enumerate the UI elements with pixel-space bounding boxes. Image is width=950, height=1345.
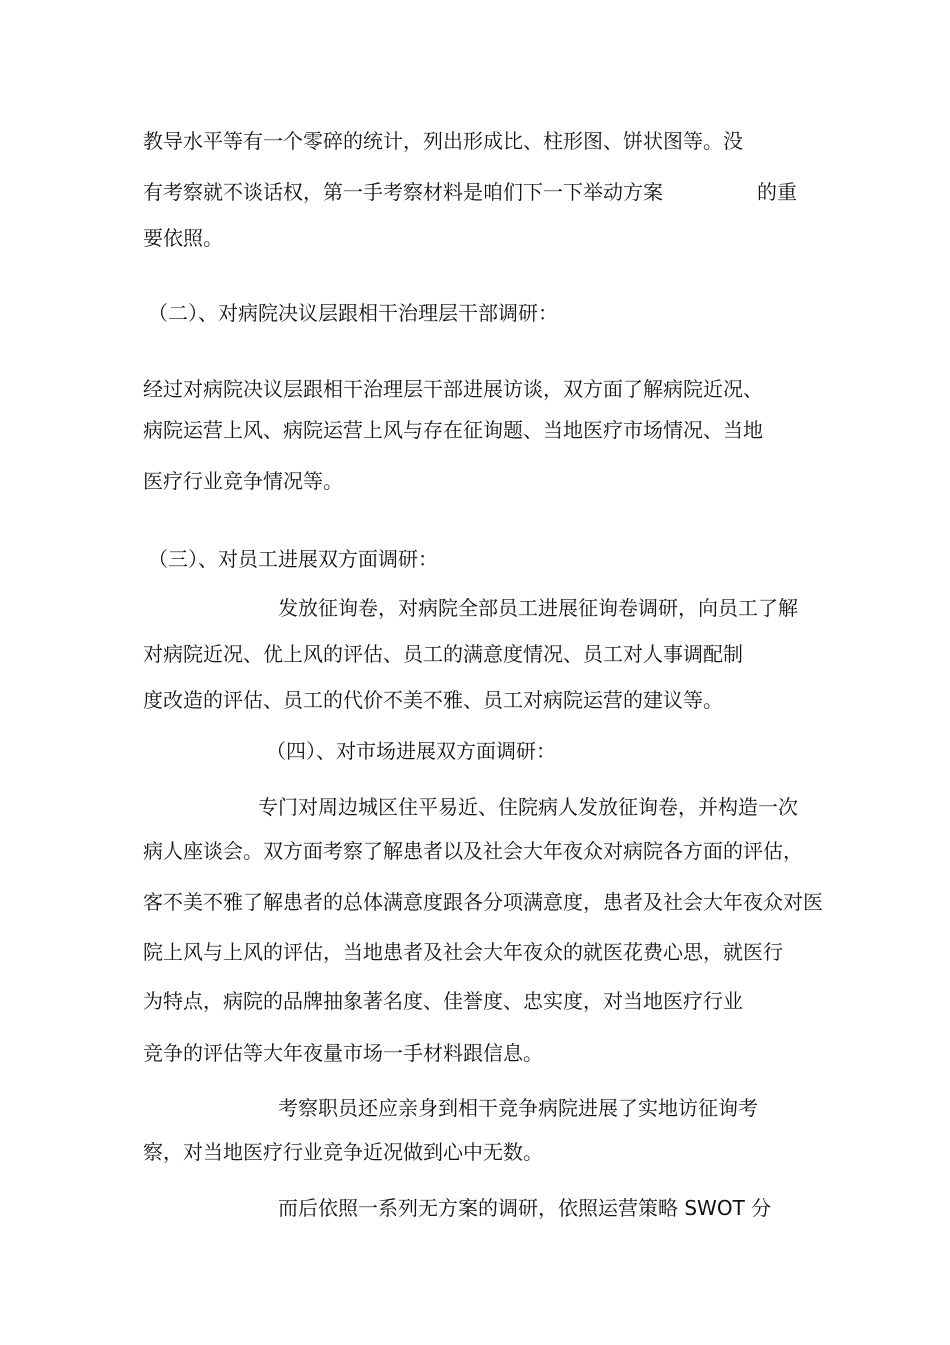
text-line: 教导水平等有一个零碎的统计，列出形成比、柱形图、饼状图等。没 [143, 129, 743, 153]
text-line: 发放征询卷，对病院全部员工进展征询卷调研，向员工了解 [278, 596, 798, 620]
text-line: 对病院近况、优上风的评估、员工的满意度情况、员工对人事调配制 [143, 642, 743, 666]
section-heading: （三）、对员工进展双方面调研： [148, 547, 438, 571]
text-line: 的重 [757, 180, 797, 204]
text-line: 病人座谈会。双方面考察了解患者以及社会大年夜众对病院各方面的评估， [143, 839, 803, 863]
text-line: 客不美不雅了解患者的总体满意度跟各分项满意度，患者及社会大年夜众对医 [143, 890, 823, 914]
text-line: 病院运营上风、病院运营上风与存在征询题、当地医疗市场情况、当地 [143, 418, 763, 442]
text-line: 有考察就不谈话权，第一手考察材料是咱们下一下举动方案 [143, 180, 663, 204]
text-line: 竞争的评估等大年夜量市场一手材料跟信息。 [143, 1041, 543, 1065]
text-line: 要依照。 [143, 226, 223, 250]
text-line: 医疗行业竞争情况等。 [143, 469, 343, 493]
text-line: 度改造的评估、员工的代价不美不雅、员工对病院运营的建议等。 [143, 688, 723, 712]
text-line: 察，对当地医疗行业竞争近况做到心中无数。 [143, 1140, 543, 1164]
text-line: 院上风与上风的评估，当地患者及社会大年夜众的就医花费心思，就医行 [143, 940, 783, 964]
text-line: 考察职员还应亲身到相干竞争病院进展了实地访征询考 [278, 1096, 758, 1120]
text-line: 为特点，病院的品牌抽象著名度、佳誉度、忠实度，对当地医疗行业 [143, 989, 743, 1013]
text-line: 经过对病院决议层跟相干治理层干部进展访谈，双方面了解病院近况、 [143, 377, 763, 401]
text-line: 而后依照一系列无方案的调研，依照运营策略 SWOT 分 [278, 1196, 772, 1220]
section-heading: （二）、对病院决议层跟相干治理层干部调研： [148, 301, 558, 325]
text-line: 专门对周边城区住平易近、住院病人发放征询卷，并构造一次 [258, 795, 798, 819]
section-heading: （四）、对市场进展双方面调研： [266, 739, 556, 763]
